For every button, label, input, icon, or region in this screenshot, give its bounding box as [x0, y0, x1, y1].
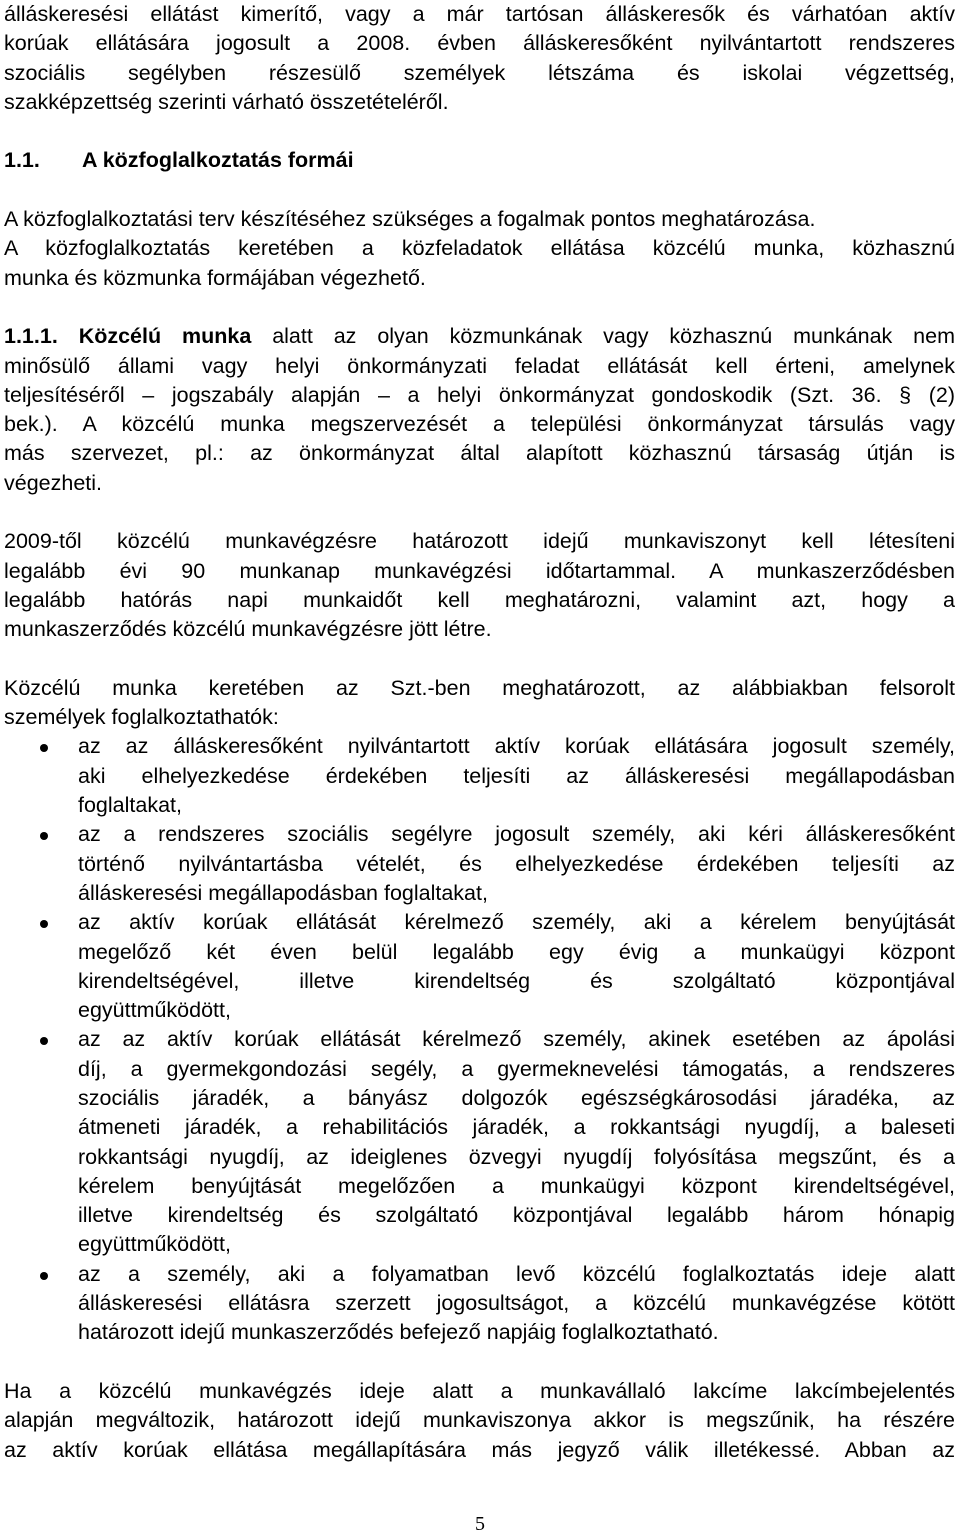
text-line: alapján megváltozik, határozott idejű munkaviszonya akkor is megszűnik, ha részére: [4, 1408, 955, 1433]
text-line: az aktív korúak ellátása megállapítására más jegyző válik illetékessé. Abban az: [4, 1437, 955, 1462]
text-line: A közfoglalkoztatás keretében a közfeladatok ellátása közcélú munka, közhasznú: [4, 236, 955, 261]
text-line: [4, 322, 955, 351]
intro-paragraph: [4, 0, 955, 117]
bullet-icon: [40, 744, 48, 752]
text-line: Közcélú munka keretében az Szt.-ben meghatározott, az alábbiakban felsorolt: [4, 675, 955, 700]
text-line: más szervezet, pl.: az önkormányzat által alapított közhasznú társaság útján is: [4, 441, 955, 466]
section-heading: [4, 146, 955, 175]
bullet-icon: [40, 920, 48, 928]
text-line: foglaltakat,: [78, 793, 182, 818]
text-line: álláskeresési megállapodásban foglaltakat,: [78, 880, 488, 905]
text-line: az az álláskeresőként nyilvántartott aktív korúak ellátására jogosult személy,: [78, 734, 955, 759]
text-line: rokkantsági nyugdíj, az ideiglenes özvegyi nyugdíj folyósítása megszűnt, és a: [78, 1144, 955, 1169]
text-line: teljesítéséről – jogszabály alapján – a helyi önkormányzat gondoskodik (Szt. 36. § (2): [4, 382, 955, 407]
text-line: határozott idejű munkaszerződés befejező napjáig foglalkoztatható.: [78, 1320, 719, 1345]
text-line: történő nyilvántartásba vételét, és elhelyezkedése érdekében teljesíti az: [78, 851, 955, 876]
persons-intro-paragraph: [4, 674, 955, 733]
text-line: legalább évi 90 munkanap munkavégzési időtartammal. A munkaszerződésben: [4, 558, 955, 583]
page-number: 5: [475, 1513, 485, 1535]
text-line: kérelem benyújtását megelőzően a munkaügyi központ kirendeltségével,: [78, 1173, 955, 1198]
text-line: személyek foglalkoztathatók:: [4, 705, 279, 730]
text-line: megelőző két éven belül legalább egy évig a munkaügyi központ: [78, 939, 955, 964]
subsection-term: Közcélú munka: [78, 324, 252, 349]
list-item: [4, 820, 955, 908]
text-line: A közfoglalkoztatási terv készítéséhez szükséges a fogalmak pontos meghatározása.: [4, 207, 816, 232]
text-line: kirendeltségével, illetve kirendeltség és szolgáltató központjával: [78, 968, 955, 993]
text-line: minősülő állami vagy helyi önkormányzati feladat ellátását kell érteni, amelynek: [4, 353, 955, 378]
text-line: az a személy, aki a folyamatban levő közcélú foglalkoztatás ideje alatt: [78, 1261, 955, 1286]
text-line: átmeneti járadék, a rehabilitációs járadék, a rokkantsági nyugdíj, a baleseti: [78, 1115, 955, 1140]
text-line: aki elhelyezkedése érdekében teljesíti az álláskeresési megállapodásban: [78, 763, 955, 788]
section-title: A közfoglalkoztatás formái: [82, 148, 354, 173]
text-line: illetve kirendeltség és szolgáltató központjával legalább három hónapig: [78, 1203, 955, 1228]
text-line: szociális segélyben részesülő személyek létszáma és iskolai végzettség,: [4, 60, 955, 85]
list-item: [4, 1025, 955, 1259]
section-number: 1.1.: [4, 148, 40, 173]
text-line: Ha a közcélú munkavégzés ideje alatt a munkavállaló lakcíme lakcímbejelentés: [4, 1378, 955, 1403]
text-line: együttműködött,: [78, 998, 231, 1023]
text-line: korúak ellátására jogosult a 2008. évben álláskeresőként nyilvántartott rendszeres: [4, 31, 955, 56]
text-span: alatt az olyan közmunkának vagy közhasznú munkának nem: [272, 324, 955, 349]
text-line: álláskeresési ellátást kimerítő, vagy a már tartósan álláskeresők és várhatóan aktív: [4, 2, 955, 26]
text-line: álláskeresési ellátásra szerzett jogosultságot, a közcélú munkavégzése kötött: [78, 1291, 955, 1316]
text-line: 2009-től közcélú munkavégzésre határozott idejű munkaviszonyt kell létesíteni: [4, 529, 955, 554]
list-item: [4, 908, 955, 1025]
text-line: együttműködött,: [78, 1232, 231, 1257]
definition-paragraph: [4, 205, 955, 293]
text-line: szociális járadék, a bányász dolgozók egészségkárosodási járadéka, az: [78, 1085, 955, 1110]
text-line: legalább hatórás napi munkaidőt kell meghatározni, valamint azt, hogy a: [4, 587, 955, 612]
closing-paragraph: [4, 1377, 955, 1465]
bullet-icon: [40, 1272, 48, 1280]
text-line: szakképzettség szerinti várható összetételéről.: [4, 89, 449, 114]
text-line: az a rendszeres szociális segélyre jogosult személy, aki kéri álláskeresőként: [78, 822, 955, 847]
persons-list: [4, 732, 955, 1347]
text-line: az aktív korúak ellátását kérelmező személy, aki a kérelem benyújtását: [78, 910, 955, 935]
bullet-icon: [40, 832, 48, 840]
text-line: munkaszerződés közcélú munkavégzésre jött létre.: [4, 617, 492, 642]
paragraph-2009: [4, 527, 955, 644]
text-line: az az aktív korúak ellátását kérelmező személy, akinek esetében az ápolási: [78, 1027, 955, 1052]
text-line: bek.). A közcélú munka megszervezését a települési önkormányzat társulás vagy: [4, 412, 955, 437]
list-item: [4, 732, 955, 820]
bullet-icon: [40, 1037, 48, 1045]
text-line: díj, a gyermekgondozási segély, a gyermeknevelési támogatás, a rendszeres: [78, 1056, 955, 1081]
subsection-number: 1.1.1.: [4, 324, 58, 349]
text-line: munka és közmunka formájában végezhető.: [4, 265, 426, 290]
text-line: végezheti.: [4, 470, 103, 495]
subsection-paragraph: [4, 322, 955, 498]
document-page: [4, 0, 955, 1465]
list-item: [4, 1260, 955, 1348]
